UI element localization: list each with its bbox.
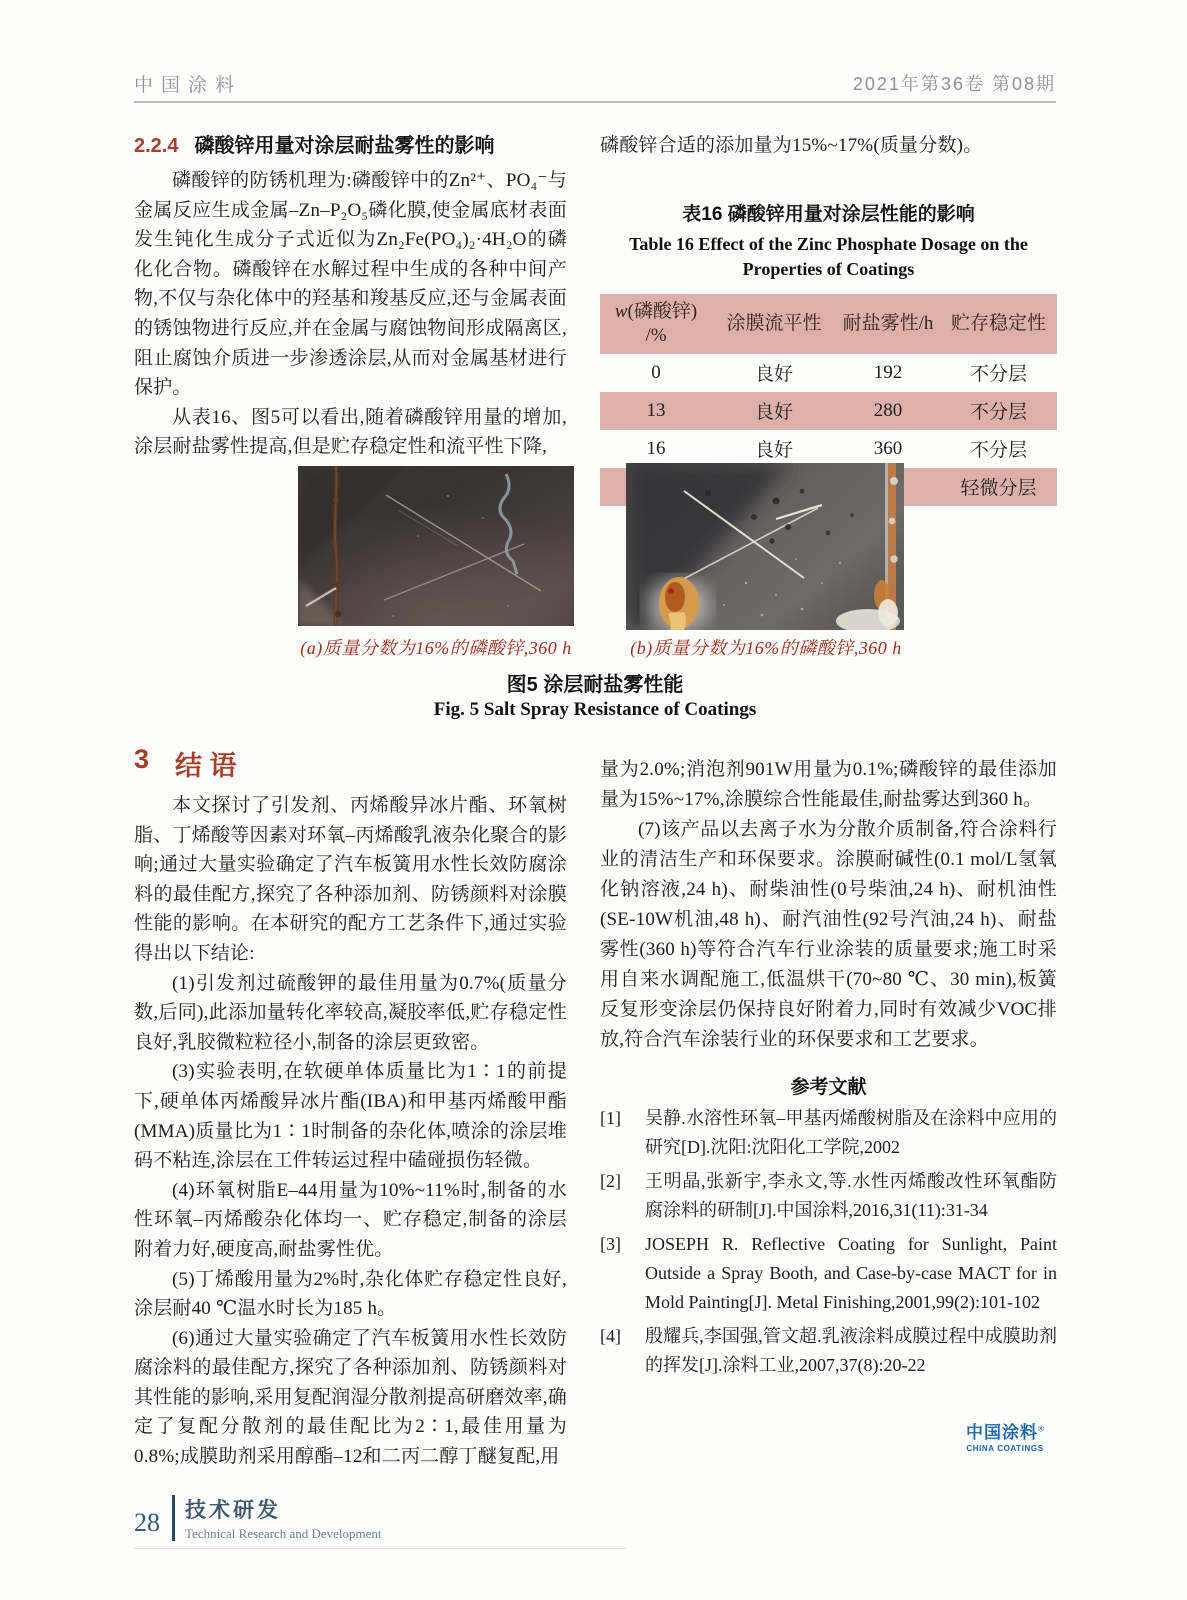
table-cell: 280 — [873, 399, 903, 421]
table-cell: 不分层 — [969, 364, 1027, 386]
reference-text: 王明晶,张新宇,李永文,等.水性丙烯酸改性环氧酯防腐涂料的研制[J].中国涂料,2016,31(11):31-34 — [645, 1171, 1057, 1220]
footer-section-cn: 技术研发 — [185, 1499, 281, 1522]
china-coatings-logo — [950, 1418, 1060, 1453]
table-row — [600, 392, 1057, 430]
reference-number: [3] — [600, 1234, 621, 1254]
table-row — [600, 354, 1057, 392]
reference-text: 吴静.水溶性环氧–甲基丙烯酸树脂及在涂料中应用的研究[D].沈阳:沈阳化工学院,2002 — [645, 1108, 1057, 1157]
table-cell: 轻微分层 — [960, 478, 1037, 500]
salt-spray-photo-b-image — [626, 463, 904, 630]
section-224-paragraph-2: 从表16、图5可以看出,随着磷酸锌用量的增加,涂层耐盐雾性提高,但是贮存稳定性和流平性下降, — [134, 406, 567, 458]
footer-rule — [134, 1548, 626, 1549]
table-cell: 良好 — [754, 440, 793, 462]
references-heading: 参考文献 — [790, 1077, 867, 1098]
table-cell: 良好 — [754, 402, 793, 424]
figure5-caption-a: (a)质量分数为16%的磷酸锌,360 h — [300, 638, 572, 658]
salt-spray-photo-b — [626, 463, 904, 630]
conclusion-paragraph: (1)引发剂过硫酸钾的最佳用量为0.7%(质量分数,后同),此添加量转化率较高,凝胶率低,贮存稳定性良好,乳胶微粒粒径小,制备的涂层更致密。 — [134, 972, 567, 1053]
table16-header-dosage-label: (磷酸锌) — [627, 300, 698, 322]
footer-section — [185, 1494, 382, 1542]
table16-header-w: w — [614, 300, 628, 322]
table-cell: 不分层 — [969, 440, 1027, 462]
table16-header-stability: 贮存稳定性 — [950, 312, 1046, 334]
footer-divider-bar — [172, 1495, 175, 1541]
reference-item — [600, 1230, 1057, 1317]
left-column-lower — [134, 791, 567, 1472]
section-224-number: 2.2.4 — [134, 135, 179, 157]
reference-item — [600, 1167, 1057, 1225]
reference-number: [1] — [600, 1108, 621, 1128]
figure5-title-en: Fig. 5 Salt Spray Resistance of Coatings — [433, 699, 757, 720]
right-column-upper — [600, 131, 1057, 506]
table-cell: 不分层 — [969, 402, 1027, 424]
section-3-number: 3 — [134, 744, 150, 774]
table16-header-leveling: 涂膜流平性 — [726, 312, 822, 334]
figure5-caption-b: (b)质量分数为16%的磷酸锌,360 h — [630, 638, 902, 658]
reference-text: 殷耀兵,李国强,管文超.乳液涂料成膜过程中成膜助剂的挥发[J].涂料工业,2007,37(8):20-22 — [645, 1326, 1057, 1375]
table16-title-cn: 表16 磷酸锌用量对涂层性能的影响 — [682, 203, 975, 225]
table-cell: 16 — [646, 437, 666, 459]
conclusion-paragraph: (5)丁烯酸用量为2%时,杂化体贮存稳定性良好,涂层耐40 ℃温水时长为185 h。 — [134, 1268, 567, 1320]
table-cell: 360 — [873, 437, 903, 459]
page-footer — [134, 1494, 382, 1542]
table-cell: 192 — [873, 361, 903, 383]
reference-item — [600, 1104, 1057, 1162]
page-header — [134, 70, 1056, 103]
table-cell: 13 — [646, 399, 666, 421]
conclusion-paragraph: 量为2.0%;消泡剂901W用量为0.1%;磷酸锌的最佳添加量为15%~17%,涂膜综合性能最佳,耐盐雾达到360 h。 — [600, 759, 1057, 810]
table16-header-unit: /% — [645, 324, 667, 346]
table16-header-dosage — [600, 294, 712, 354]
section-224-heading — [134, 129, 567, 158]
figure5-title-cn: 图5 涂层耐盐雾性能 — [506, 674, 684, 696]
table16-header-row — [600, 294, 1057, 354]
section-224-title: 磷酸锌用量对涂层耐盐雾性的影响 — [194, 135, 495, 157]
footer-section-en: Technical Research and Development — [185, 1526, 382, 1541]
registered-mark-icon: ® — [1038, 1424, 1044, 1434]
table-cell: 良好 — [754, 364, 793, 386]
zinc-phosphate-intro-line: 磷酸锌合适的添加量为15%~17%(质量分数)。 — [600, 135, 983, 156]
salt-spray-photo-a — [298, 466, 574, 626]
reference-number: [4] — [600, 1326, 621, 1346]
conclusion-paragraph: (7)该产品以去离子水为分散介质制备,符合涂料行业的清洁生产和环保要求。涂膜耐碱性(0.1 mol/L氢氧化钠溶液,24 h)、耐柴油性(0号柴油,24 h)、耐机油性(SE-10W机油,48 h)、耐汽油性(92号汽油,24 h)、耐盐雾性(360 h)等符合汽车行业涂装的质量要求;施工时采用自来水调配施工,低温烘干(70~80 ℃、30 min),板簧反复形变涂层仍保持良好附着力,同时有效减少VOC排放,符合汽车涂装行业的环保要求和工艺要求。 — [600, 819, 1057, 1050]
logo-text-cn: 中国涂料 — [966, 1423, 1039, 1442]
left-column-upper — [134, 129, 567, 462]
section-3-title: 结 语 — [175, 751, 237, 781]
table16-title-en — [600, 232, 1057, 282]
table-row — [600, 430, 1057, 468]
table16-title-en-line1: Table 16 Effect of the Zinc Phosphate Dosage on the — [629, 233, 1028, 254]
table16-title-en-line2: Properties of Coatings — [742, 258, 915, 279]
journal-name: 中国涂料 — [134, 75, 243, 96]
reference-item — [600, 1322, 1057, 1380]
conclusion-paragraph: (4)环氧树脂E–44用量为10%~11%时,制备的水性环氧–丙烯酸杂化体均一、贮存稳定,制备的涂层附着力好,硬度高,耐盐雾性优。 — [134, 1179, 567, 1260]
issue-info: 2021年第36卷 第08期 — [852, 74, 1056, 94]
conclusion-paragraph: (6)通过大量实验确定了汽车板簧用水性长效防腐涂料的最佳配方,探究了各种添加剂、防锈颜料对其性能的影响,采用复配润湿分散剂提高研磨效率,确定了复配分散剂的最佳配比为2∶1,最佳用量为0.8%;成膜助剂采用醇酯–12和二丙二醇丁醚复配,用 — [134, 1327, 567, 1468]
table16-header-saltspray: 耐盐雾性/h — [842, 312, 934, 334]
right-column-lower — [600, 755, 1057, 1380]
logo-text-en: CHINA COATINGS — [966, 1444, 1044, 1453]
section-3-heading — [134, 744, 237, 783]
reference-number: [2] — [600, 1171, 621, 1191]
conclusion-paragraph: 本文探讨了引发剂、丙烯酸异冰片酯、环氧树脂、丁烯酸等因素对环氧–丙烯酸乳液杂化聚合的影响;通过大量实验确定了汽车板簧用水性长效防腐涂料的最佳配方,探究了各种添加剂、防锈颜料对涂膜性能的影响。在本研究的配方工艺条件下,通过实验得出以下结论: — [134, 795, 567, 964]
table-cell: 0 — [651, 361, 661, 383]
page-number: 28 — [134, 1508, 160, 1537]
salt-spray-photo-a-image — [298, 466, 574, 626]
conclusion-paragraph: (3)实验表明,在软硬单体质量比为1∶1的前提下,硬单体丙烯酸异冰片酯(IBA)和甲基丙烯酸甲酯(MMA)质量比为1∶1时制备的杂化体,喷涂的涂层堆码不粘连,涂层在工件转运过程中磕碰损伤轻微。 — [134, 1061, 567, 1172]
section-224-paragraph-1: 磷酸锌的防锈机理为:磷酸锌中的Zn²⁺、PO₄⁻与金属反应生成金属–Zn–P₂O₅磷化膜,使金属底材表面发生钝化生成分子式近似为Zn₂Fe(PO₄)₂·4H₂O的磷化化合物。磷酸锌在水解过程中生成的各种中间产物,不仅与杂化体中的羟基和羧基反应,还与金属表面的锈蚀物进行反应,并在金属与腐蚀物间形成隔离区,阻止腐蚀介质进一步渗透涂层,从而对金属基材进行保护。 — [134, 170, 567, 399]
reference-text: JOSEPH R. Reflective Coating for Sunlight, Paint Outside a Spray Booth, and Case-by-case MACT for in Mold Painting[J]. Metal Finishing,2001,99(2):101-102 — [645, 1234, 1057, 1312]
